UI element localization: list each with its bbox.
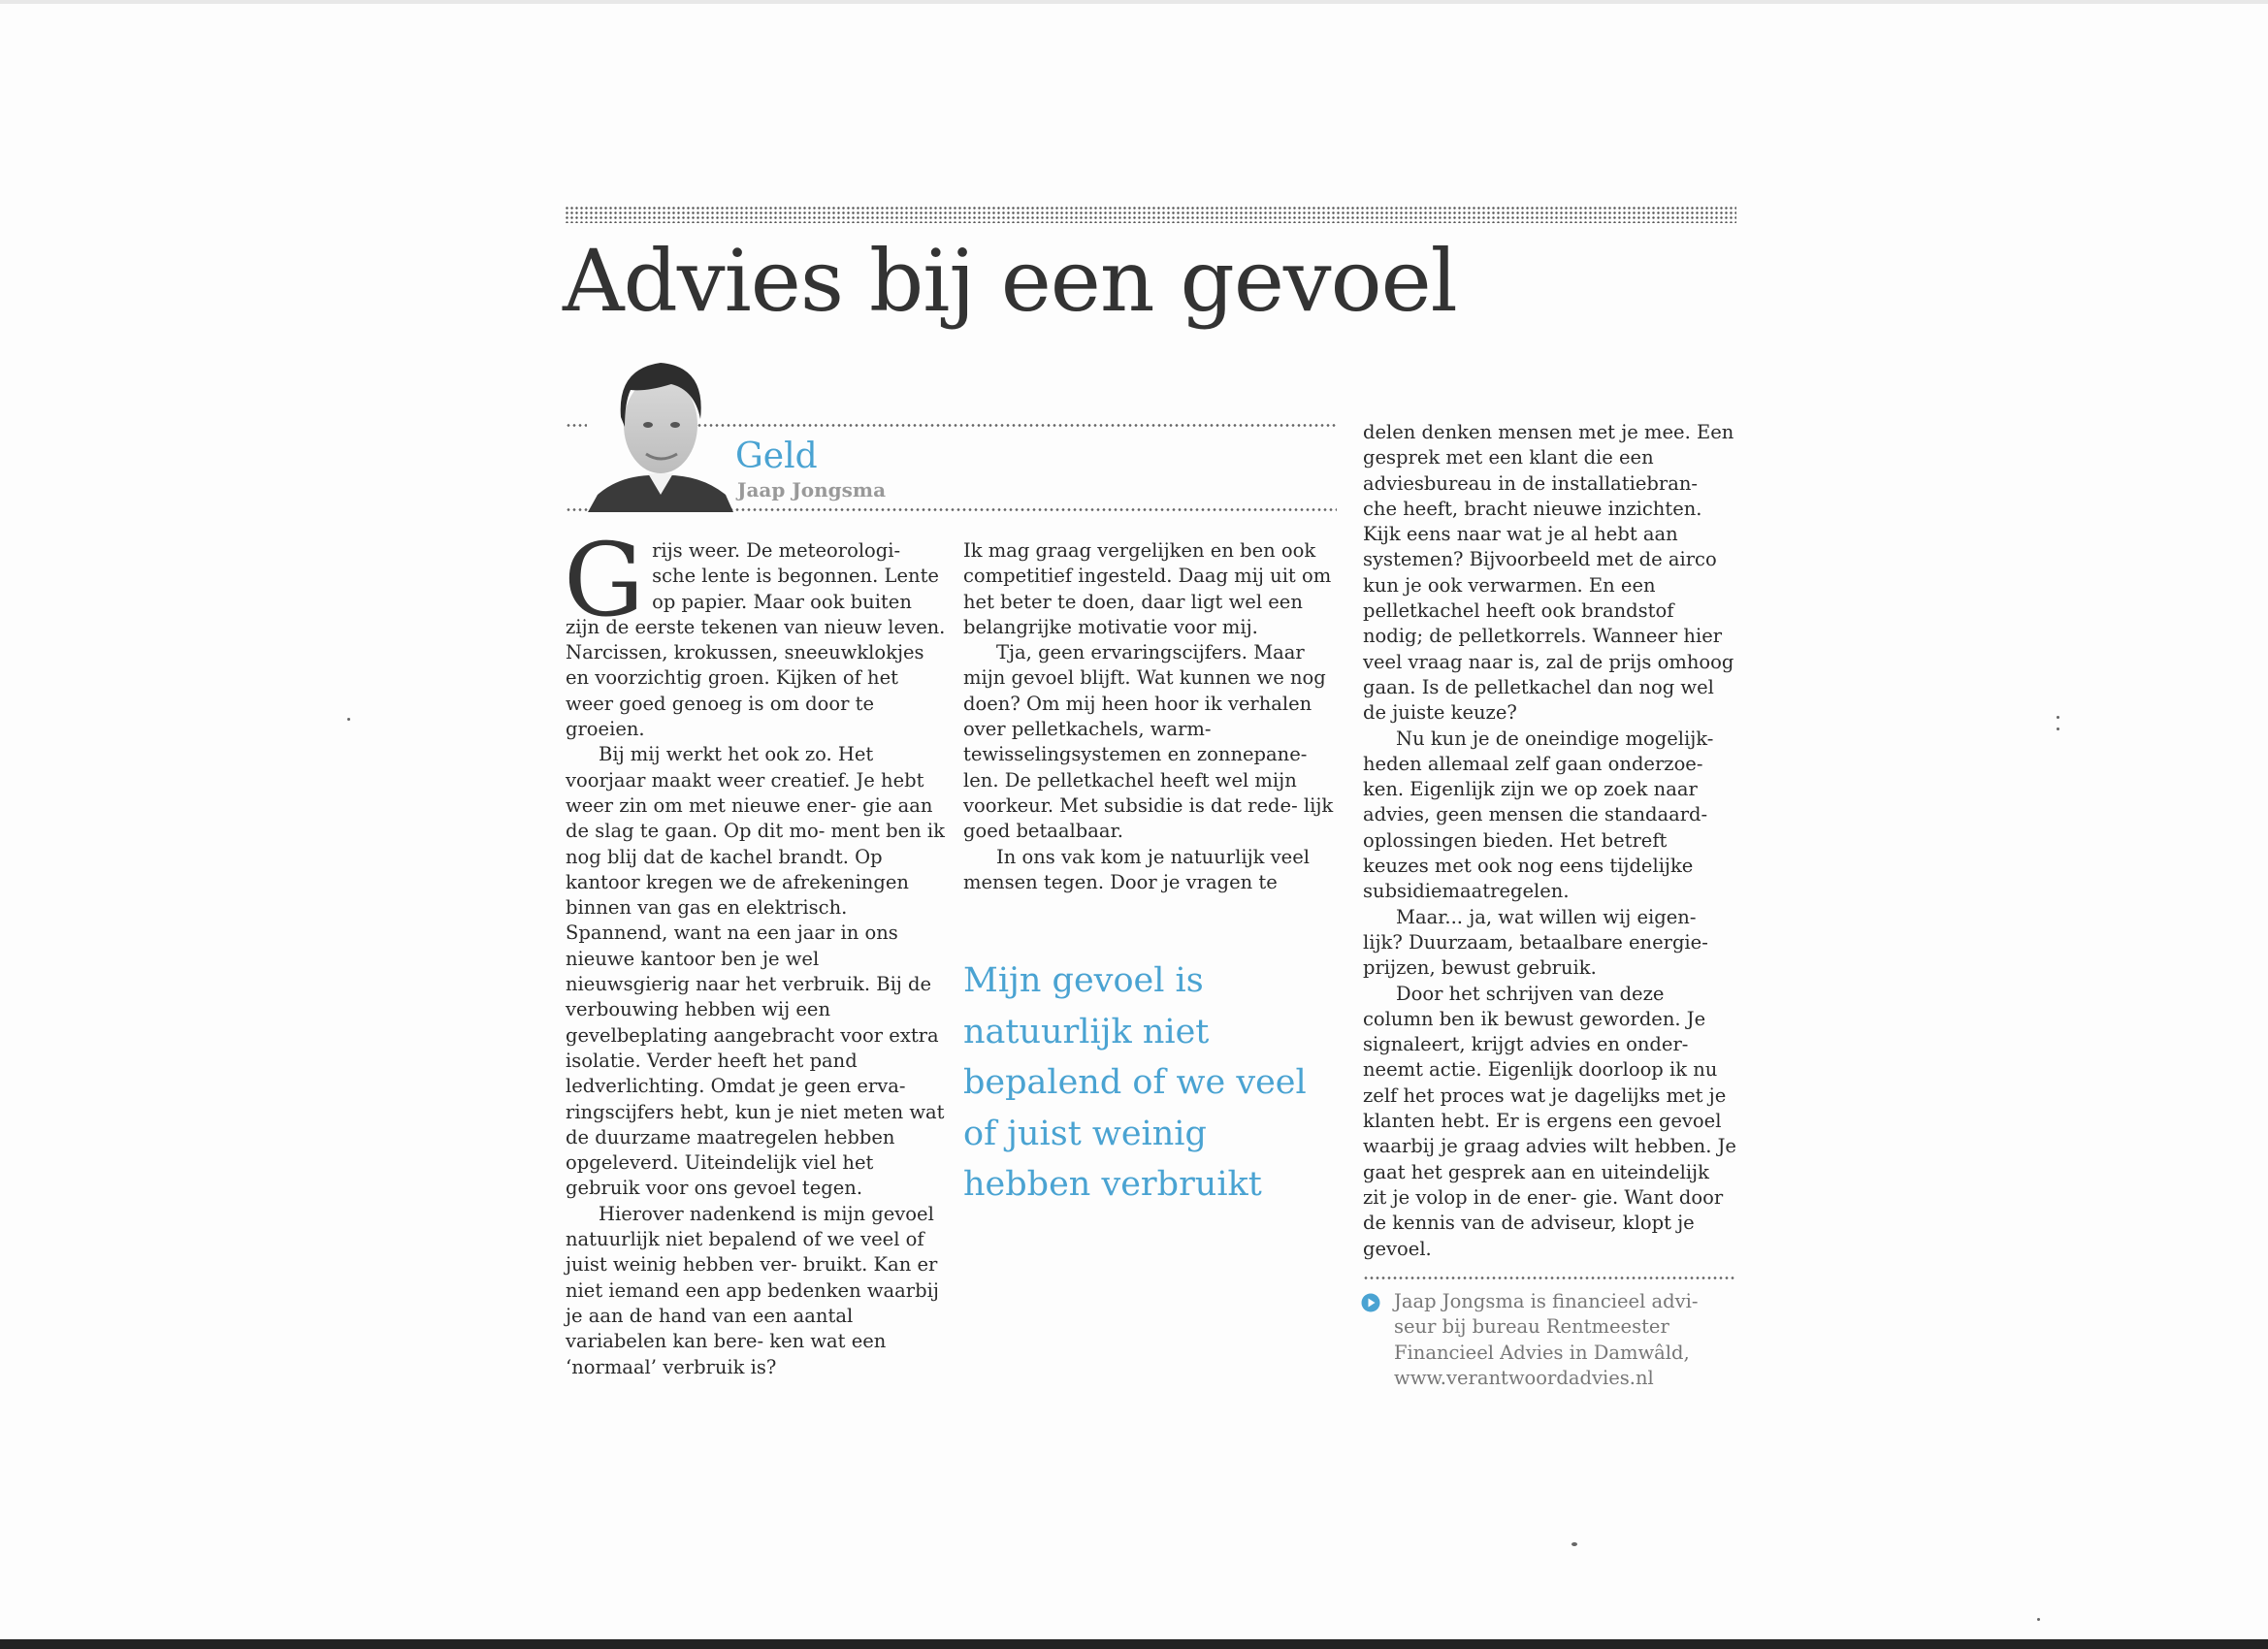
bio-rule [1363,1277,1736,1279]
paragraph: Bij mij werkt het ook zo. Het voorjaar maakt weer creatief. Je hebt weer zin om met nieuwe ener- gie aan de slag te gaan. Op dit mo- ment ben ik nog blij dat de kachel brandt. Op kantoor kregen we de afrekeningen binnen van gas en elektrisch. Spannend, want na een jaar in ons nieuwe kantoor ben je wel nieuwsgierig naar het verbruik. Bij de verbouwing hebben wij een gevelbeplating aangebracht voor extra isolatie. Verder heeft het pand ledverlichting. Omdat je geen erva- ringscijfers hebt, kun je niet meten wat de duurzame maatregelen hebben opgeleverd. Uiteindelijk viel het gebruik voor ons gevoel tegen. [566,743,945,1200]
article-title: Advies bij een gevoel [563,231,1457,331]
scan-edge-bottom [0,1639,2268,1649]
paragraph: In ons vak kom je natuurlijk veel mensen tegen. Door je vragen te [963,845,1310,893]
drop-cap: G [564,521,645,639]
paragraph: Tja, geen ervaringscijfers. Maar mijn gevoel blijft. Wat kunnen we nog doen? Om mij heen hoor ik verhalen over pelletkachels, warm- tewisselingsystemen en zonnepane- len. De pelletkachel heeft wel mijn voorkeur. Met subsidie is dat rede- lijk goed betaalbaar. [963,641,1334,843]
paragraph: Ik mag graag vergelijken en ben ook competitief ingesteld. Daag mij uit om het beter te doen, daar ligt wel een belangrijke motivatie voor mij. [963,539,1332,638]
section-rule-top-left [566,424,587,427]
play-circle-icon [1361,1293,1380,1312]
author-bio-text: Jaap Jongsma is financieel advi- seur bij bureau Rentmeester Financieel Advies in Damwâld, www.verantwoordadvies.nl [1394,1290,1699,1389]
scan-edge-top [0,0,2268,4]
article-column-2 [963,538,1337,895]
article-column-3 [1363,420,1736,1262]
paragraph: Nu kun je de oneindige mogelijk- heden allemaal zelf gaan onderzoe- ken. Eigenlijk zijn we op zoek naar advies, geen mensen die standaard- oplossingen bieden. Het betreft keuzes met ook nog eens tijdelijke subsidiemaatregelen. [1363,727,1714,903]
pull-quote: Mijn gevoel is natuurlijk niet bepalend of we veel of juist weinig hebben verbruikt [963,961,1307,1204]
section-rule-top [697,424,1337,427]
author-photo [588,349,733,512]
paragraph: delen denken mensen met je mee. Een gesprek met een klant die een adviesbureau in de installatiebran- che heeft, bracht nieuwe inzichten. Kijk eens naar wat je al hebt aan systemen? Bijvoorbeeld met de airco kun je ook verwarmen. En een pelletkachel heeft ook brandstof nodig; de pelletkorrels. Wanneer hier veel vraag naar is, zal de prijs omhoog gaan. Is de pelletkachel dan nog wel de juiste keuze? [1363,421,1734,725]
paragraph: Grijs weer. De meteorologi- sche lente is begonnen. Lente op papier. Maar ook buiten zijn de eerste tekenen van nieuw leven. Narcissen, krokussen, sneeuwklokjes en voorzichtig groen. Kijken of het weer goed genoeg is om door te groeien. [564,521,946,741]
author-bio [1363,1289,1741,1391]
paragraph: Door het schrijven van deze column ben ik bewust geworden. Je signaleert, krijgt advies en onder- neemt actie. Eigenlijk doorloop ik nu zelf het proces wat je dagelijks met je klanten hebt. Er is ergens een gevoel waarbij je graag advies wilt hebben. Je gaat het gesprek aan en uiteindelijk zit je volop in de ener- gie. Want door de kennis van de adviseur, klopt je gevoel. [1363,982,1736,1260]
paragraph: Maar... ja, wat willen wij eigen- lijk? Duurzaam, betaalbare energie- prijzen, bewust gebruik. [1363,905,1708,980]
section-label: Geld [735,436,818,476]
header-dot-rule [565,206,1736,223]
author-byline: Jaap Jongsma [737,478,887,501]
paragraph: Hierover nadenkend is mijn gevoel natuurlijk niet bepalend of we veel of juist weinig hebben ver- bruikt. Kan er niet iemand een app bedenken waarbij je aan de hand van een aantal variabelen kan bere- ken wat een ‘normaal’ verbruik is? [566,1202,939,1378]
article-column-1 [564,521,946,1380]
